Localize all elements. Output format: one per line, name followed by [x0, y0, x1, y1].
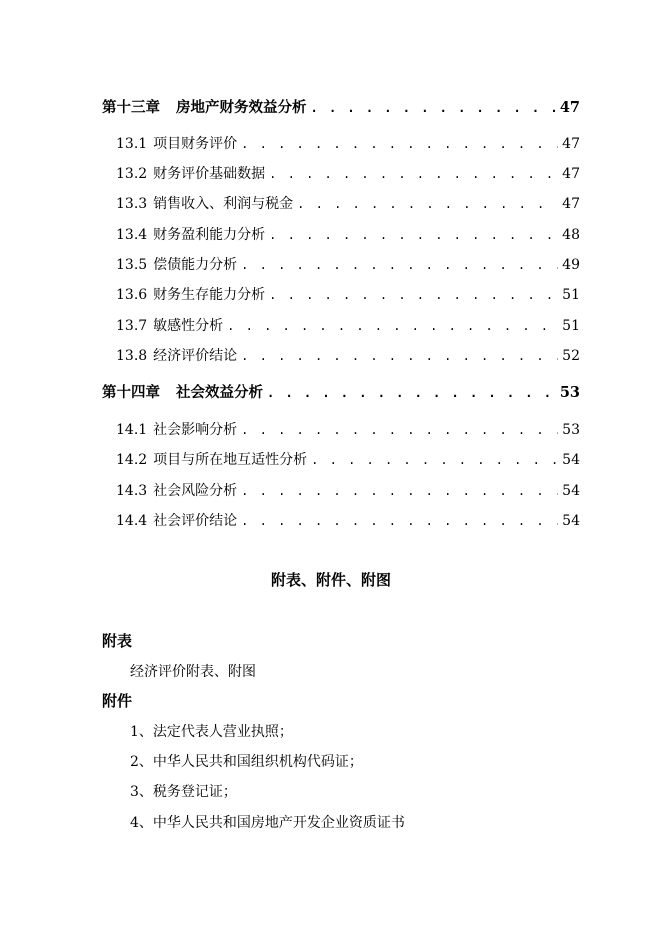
attachment-item-1: 1、法定代表人营业执照； — [130, 724, 293, 740]
toc-section-14-4[interactable] — [116, 510, 580, 530]
page-number: 47 — [562, 166, 580, 182]
page-number: 49 — [562, 257, 580, 273]
dot-leader — [227, 319, 558, 333]
tables-heading: 附表 — [102, 632, 133, 650]
dot-leader — [311, 101, 556, 115]
toc-section-13-2[interactable] — [116, 163, 580, 183]
page-number: 53 — [562, 422, 580, 438]
toc-section-13-8[interactable] — [116, 345, 580, 365]
toc-section-14-2[interactable] — [116, 449, 580, 469]
section-title: 偿债能力分析 — [153, 257, 238, 273]
toc-section-13-4[interactable] — [116, 224, 580, 244]
page-number: 47 — [562, 196, 580, 212]
section-number: 13.3 — [116, 196, 148, 212]
attachments-heading: 附件 — [102, 692, 133, 710]
section-title: 项目与所在地互适性分析 — [153, 452, 308, 468]
section-title: 销售收入、利润与税金 — [153, 196, 294, 212]
appendix-title: 附表、附件、附图 — [270, 571, 391, 589]
section-number: 13.6 — [116, 287, 148, 303]
section-number: 13.1 — [116, 136, 148, 152]
dot-leader — [269, 228, 558, 242]
section-number: 14.2 — [116, 452, 148, 468]
toc-chapter-13[interactable] — [102, 96, 580, 117]
section-title: 社会影响分析 — [153, 422, 238, 438]
section-title: 财务盈利能力分析 — [153, 227, 266, 243]
dot-leader — [241, 484, 558, 498]
chapter-number: 第十三章 — [102, 99, 160, 116]
section-title: 敏感性分析 — [153, 318, 224, 334]
section-number: 13.8 — [116, 348, 148, 364]
tables-item: 经济评价附表、附图 — [130, 664, 256, 680]
toc-chapter-14[interactable] — [102, 381, 580, 402]
dot-leader — [297, 197, 558, 211]
attachment-item-3: 3、税务登记证； — [130, 784, 237, 800]
dot-leader — [269, 288, 558, 302]
attachment-item-2: 2、中华人民共和国组织机构代码证； — [130, 754, 363, 770]
page-number: 54 — [562, 513, 580, 529]
dot-leader — [241, 137, 558, 151]
chapter-title: 社会效益分析 — [176, 384, 263, 401]
section-title: 社会评价结论 — [153, 513, 238, 529]
page-number: 51 — [562, 287, 580, 303]
chapter-number: 第十四章 — [102, 384, 160, 401]
section-title: 社会风险分析 — [153, 483, 238, 499]
toc-section-13-3[interactable] — [116, 193, 580, 213]
chapter-title: 房地产财务效益分析 — [176, 99, 307, 116]
page-number: 51 — [562, 318, 580, 334]
section-title: 项目财务评价 — [153, 136, 238, 152]
section-title: 财务评价基础数据 — [153, 166, 266, 182]
dot-leader — [241, 349, 558, 363]
toc-section-14-1[interactable] — [116, 419, 580, 439]
section-number: 14.3 — [116, 483, 148, 499]
dot-leader — [241, 258, 558, 272]
section-number: 14.4 — [116, 513, 148, 529]
page-number: 48 — [562, 227, 580, 243]
toc-section-14-3[interactable] — [116, 480, 580, 500]
page-number: 47 — [559, 99, 580, 116]
page-number: 47 — [562, 136, 580, 152]
toc-section-13-5[interactable] — [116, 254, 580, 274]
section-number: 13.7 — [116, 318, 148, 334]
toc-section-13-6[interactable] — [116, 284, 580, 304]
attachment-item-4: 4、中华人民共和国房地产开发企业资质证书 — [130, 815, 405, 831]
section-number: 14.1 — [116, 422, 148, 438]
toc-section-13-1[interactable] — [116, 133, 580, 153]
section-number: 13.4 — [116, 227, 148, 243]
section-number: 13.5 — [116, 257, 148, 273]
page-number: 54 — [562, 452, 580, 468]
section-title: 财务生存能力分析 — [153, 287, 266, 303]
toc-section-13-7[interactable] — [116, 315, 580, 335]
section-number: 13.2 — [116, 166, 148, 182]
page-number: 54 — [562, 483, 580, 499]
page-number: 53 — [559, 384, 580, 401]
section-title: 经济评价结论 — [153, 348, 238, 364]
dot-leader — [241, 514, 558, 528]
page-number: 52 — [562, 348, 580, 364]
dot-leader — [269, 167, 558, 181]
dot-leader — [267, 386, 556, 400]
dot-leader — [241, 423, 558, 437]
dot-leader — [311, 453, 558, 467]
